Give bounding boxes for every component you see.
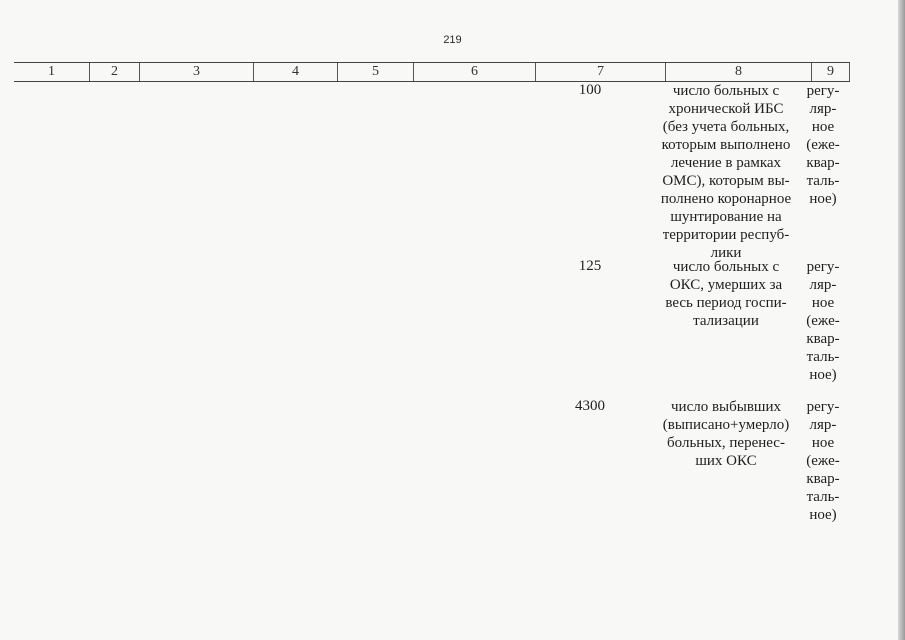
row-3-description-line: больных, перенес- (667, 435, 785, 451)
row-3-frequency-line: квар- (806, 471, 840, 487)
row-1-description-line: ОМС), которым вы- (662, 173, 790, 189)
row-3-frequency (798, 398, 848, 524)
row-3-description-line: (выписано+умерло) (662, 417, 790, 433)
row-1-description-line: территории респуб- (662, 227, 790, 243)
header-col-9: 9 (811, 63, 850, 81)
row-3-description-line: число выбывших (671, 399, 781, 415)
row-1-description-line: хронической ИБС (668, 101, 784, 117)
row-2-frequency-line: квар- (806, 331, 840, 347)
row-2-frequency (798, 258, 848, 384)
row-1-frequency-line: ное (811, 119, 835, 135)
row-3-frequency-line: ляр- (809, 417, 837, 433)
row-1-description-line: которым выполнено (661, 137, 791, 153)
row-3-frequency-line: (еже- (806, 453, 840, 469)
scan-edge-shadow (898, 0, 905, 640)
row-1-frequency-line: ляр- (809, 101, 837, 117)
row-3-frequency-line: регу- (806, 399, 840, 415)
row-1-description-line: (без учета больных, (662, 119, 790, 135)
row-1-description (654, 82, 798, 262)
row-1-value: 100 (578, 82, 602, 98)
row-1-description-line: шунтирование на (670, 209, 782, 225)
row-2-description-line: число больных с (672, 259, 780, 275)
table-header-row (14, 62, 850, 82)
row-2-description-line: ОКС, умерших за (669, 277, 783, 293)
header-col-4: 4 (253, 63, 337, 81)
header-col-2: 2 (89, 63, 139, 81)
row-1-description-line: полнено коронарное (660, 191, 792, 207)
row-3-description-line: ших ОКС (695, 453, 757, 469)
row-1-description-line: число больных с (672, 83, 780, 99)
row-3-value: 4300 (575, 398, 605, 414)
row-2-frequency-line: регу- (806, 259, 840, 275)
row-2-description-line: тализации (693, 313, 759, 329)
header-col-6: 6 (413, 63, 535, 81)
row-3-frequency-line: ное) (809, 507, 837, 523)
row-2-frequency-line: ляр- (809, 277, 837, 293)
header-col-8: 8 (665, 63, 811, 81)
row-2-description (654, 258, 798, 330)
header-col-1: 1 (48, 64, 55, 79)
row-1-frequency (798, 82, 848, 208)
row-2-value: 125 (578, 258, 602, 274)
row-2-description-line: весь период госпи- (665, 295, 787, 311)
page-number: 219 (443, 34, 462, 46)
row-1-frequency-line: ное) (809, 191, 837, 207)
row-2-frequency-line: таль- (806, 349, 840, 365)
header-col-3: 3 (139, 63, 253, 81)
row-1-description-line: лечение в рамках (670, 155, 782, 171)
row-3-frequency-line: ное (811, 435, 835, 451)
row-1-frequency-line: квар- (806, 155, 840, 171)
row-1-frequency-line: таль- (806, 173, 840, 189)
row-3-description (654, 398, 798, 470)
row-1-description-line: лики (710, 245, 742, 261)
row-1-frequency-line: регу- (806, 83, 840, 99)
header-col-7: 7 (535, 63, 665, 81)
row-2-frequency-line: ное (811, 295, 835, 311)
row-1-frequency-line: (еже- (806, 137, 840, 153)
row-2-frequency-line: ное) (809, 367, 837, 383)
row-3-frequency-line: таль- (806, 489, 840, 505)
row-2-frequency-line: (еже- (806, 313, 840, 329)
header-col-5: 5 (337, 63, 413, 81)
